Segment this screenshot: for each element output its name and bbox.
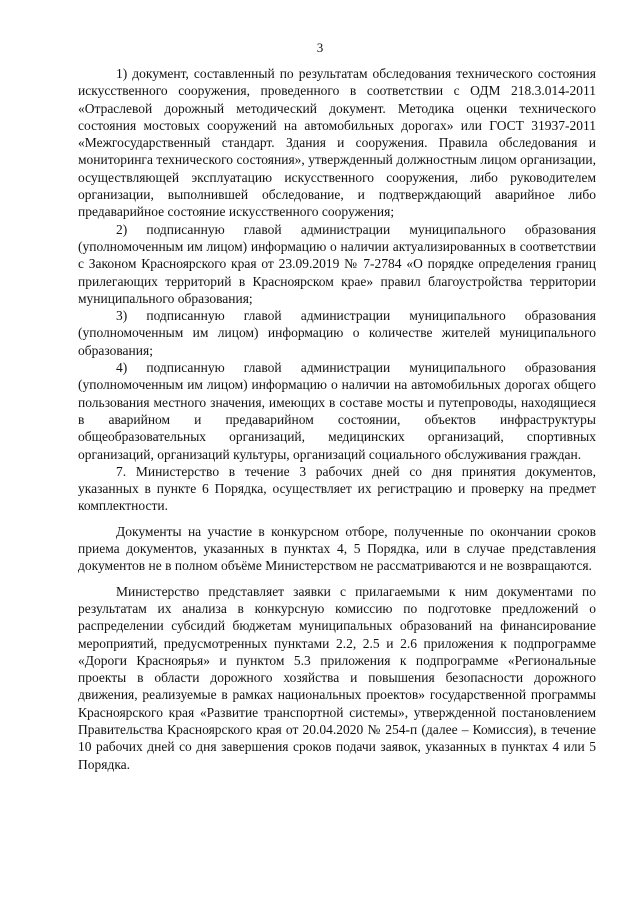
- paragraph-item-1: 1) документ, составленный по результатам обследования технического состояния искусственного сооружения, проведенного в соответствии с ОДМ 218.3.014-2011 «Отраслевой дорожный методический документ. Методика оценки технического состояния мостовых сооружений на автомобильных дорогах» или ГОСТ 31937-2011 «Межгосударственный стандарт. Здания и сооружения. Правила обследования и мониторинга технического состояния», утвержденный должностным лицом организации, осуществляющей эксплуатацию искусственного сооружения, либо руководителем организации, выполнившей обследование, и подтверждающий аварийное либо предаварийное состояние искусственного сооружения;: [78, 66, 596, 220]
- paragraph-item-2: 2) подписанную главой администрации муниципального образования (уполномоченным им лицом) информацию о наличии актуализированных в соответствии с Законом Красноярского края от 23.09.2019 № 7-2784 «О порядке определения границ прилегающих территорий в Красноярском крае» правил благоустройства территории муниципального образования;: [78, 221, 596, 306]
- paragraph-commission-submission: Министерство представляет заявки с прилагаемыми к ним документами по результатам их анализа в конкурсную комиссию по подготовке предложений о распределении субсидий бюджетам муниципальных образований на финансирование мероприятий, предусмотренных пунктами 2.2, 2.5 и 2.6 приложения к подпрограмме «Дороги Красноярья» и пунктом 5.3 приложения к подпрограмме «Региональные проекты в области дорожного хозяйства и повышения безопасности дорожного движения, реализуемые в рамках национальных проектов» государственной программы Красноярского края «Развитие транспортной системы», утвержденной постановлением Правительства Красноярского края от 20.04.2020 № 254-п (далее – Комиссия), в течение 10 рабочих дней со дня завершения сроков подачи заявок, указанных в пунктах 4 или 5 Порядка.: [78, 583, 596, 772]
- paragraph-item-4: 4) подписанную главой администрации муниципального образования (уполномоченным им лицом) информацию о наличии на автомобильных дорогах общего пользования местного значения, имеющих в составе мосты и путепроводы, находящиеся в аварийном и предаварийном состоянии, объектов инфраструктуры общеобразовательных организаций, медицинских организаций, спортивных организаций, организаций культуры, организаций социального обслуживания граждан.: [78, 360, 596, 462]
- page-number: 3: [316, 40, 324, 55]
- paragraph-documents-rejection: Документы на участие в конкурсном отборе, полученные по окончании сроков приема документов, указанных в пунктах 4, 5 Порядка, или в случае представления документов не в полном объёме Министерством не рассматриваются и не возвращаются.: [78, 523, 596, 574]
- paragraph-item-3: 3) подписанную главой администрации муниципального образования (уполномоченным им лицом) информацию о количестве жителей муниципального образования;: [78, 308, 596, 358]
- document-body: [78, 65, 596, 773]
- paragraph-clause-7: 7. Министерство в течение 3 рабочих дней со дня принятия документов, указанных в пункте 6 Порядка, осуществляет их регистрацию и проверку на предмет комплектности.: [78, 463, 596, 514]
